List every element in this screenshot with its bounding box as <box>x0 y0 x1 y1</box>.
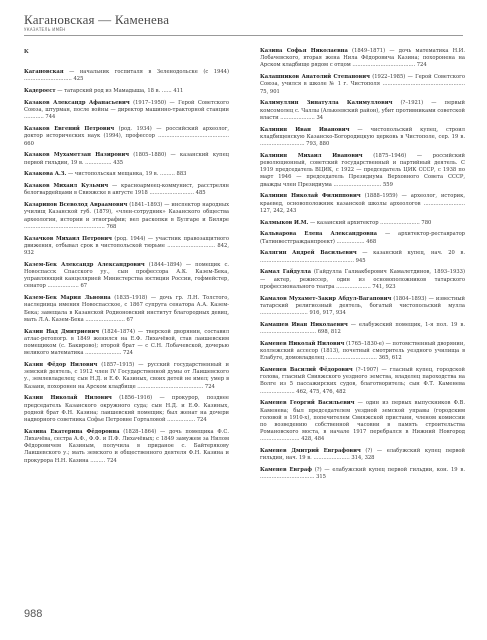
entry-description: (1824–1874) — тверской дворянин, составил атлас-ретопогр. в 1849 женился на Е.Ф. Лихачёвой, став лаишевским помещиком (с. Бакирово); второй брат — с С.Н. Лобачевской, дочерью великого математика ...................... 724 <box>24 328 230 357</box>
entry-description: (1844–1894) — помещик с. Новоспасск Спасского уу., сын профессора А.К. Казем-Бека, управляющий канцелярией Министерства юстиции России, гофмейстер, сенатор ................... 67 <box>24 261 230 290</box>
entry-name: Каменев Василий Фёдорович <box>260 367 353 374</box>
entry-description: — елабужский помещик, 1-я пол. 19 в. .................................. 698, 812 <box>260 321 465 336</box>
entry-description: — чистопольский купец, строил кладбищенскую Казанско-Богородицкую церковь в Чистополе, сер. 19 в. ........................... 793, 880 <box>260 126 465 148</box>
entry-name: Казаков Евгений Петрович <box>24 126 115 133</box>
entry-description: — татарский род из Мамадыша, 18 в. ...... 411 <box>55 88 184 95</box>
index-column-left <box>24 48 229 469</box>
index-entry <box>24 171 229 178</box>
entry-name: Казакова А.З. <box>24 171 67 178</box>
entry-name: Казаков Михаил Кузьмич <box>24 183 109 190</box>
index-entry <box>24 429 229 465</box>
index-entry <box>260 127 465 149</box>
index-entry <box>24 88 229 95</box>
index-entry <box>24 236 229 258</box>
entry-name: Каменев Евграф <box>260 467 312 474</box>
entry-description: (1888–1959) — археолог, историк, краевед, основоположник казанской школы археологов ......................... 127, 242, 243 <box>260 193 465 214</box>
entry-description: — казанский архитектор ........................ 780 <box>308 219 432 226</box>
index-entry <box>260 367 465 396</box>
entry-name: Калинин Михаил Иванович <box>260 152 363 159</box>
index-entry <box>260 74 465 96</box>
running-head: Каганoвская — Каменева <box>24 12 170 27</box>
entry-name: Калмыков И.М. <box>260 219 309 226</box>
index-entry <box>24 362 229 391</box>
header-rule <box>24 35 463 36</box>
entry-description: (1922–1985) — Герой Советского Союза, учился в школе № 1 г. Чистополя .................................................. 75, 901 <box>260 74 465 95</box>
index-entry <box>260 100 465 122</box>
entry-name: Каганoвская <box>24 69 64 76</box>
entry-name: Каменев Николай Нилович <box>260 340 345 347</box>
index-entry <box>260 322 465 336</box>
entry-description: (1835–1918) — дочь гр. Л.Н. Толстого, наследница имения Новоспасское, с 1867 супруга сенатора А.А. Казем-Бека; завещала в Казанской Родионовский институт благородных девиц, мать Л.А. Казем-Бека ........................ 67 <box>24 295 229 323</box>
entry-description: (1765–1830-е) — потомственный дворянин, коллежский ассесор (1813), почетный смотритель уездного училища в Елабуге, домовладелец ............................... 365, 612 <box>260 340 465 362</box>
entry-name: Казаринов Всеволод Авраамович <box>24 202 128 209</box>
index-entry <box>260 341 465 363</box>
entry-description: — казанский купец, нач. 20 в. ......................................................... 945 <box>260 250 465 264</box>
entry-name: Казин Над Дмитриевич <box>24 328 100 335</box>
index-entry <box>24 126 229 148</box>
entry-description: (1804–1893) — известный татарский религиозный деятель, богатый чистопольский мулла ............................. 916, 917, 934 <box>260 295 465 317</box>
entry-name: Каменев Дмитрий Евграфович <box>260 448 361 455</box>
entry-description: (?–1921) — первый комсомолец с. Чаллы (Алькеевский район), убит противниками советской власти ..................... 34 <box>260 100 465 121</box>
index-entry <box>260 193 465 215</box>
entry-name: Казем-Бек Мария Львовна <box>24 295 111 302</box>
index-entry <box>260 400 465 443</box>
index-entry <box>24 202 229 231</box>
index-entry <box>260 296 465 318</box>
entry-description: (1917–1950) — Герой Советского Союза, штурман, после войны — директор машинно-тракторной станции ............ 744 <box>24 100 229 121</box>
index-entry <box>24 69 229 83</box>
entry-name: Камал Гайдулла <box>260 269 311 276</box>
entry-description: (1856–1916) — прокурор, позднее председатель Казанского окружного суда; сын Н.Д. и Е.Ф. Казиных, родной брат Ф.Н. Казина; лаишевский помещик; был женат на дочери надворного советника Софье Петровне Горталовой ................. 724 <box>24 395 229 424</box>
index-entry <box>24 100 229 122</box>
index-entry <box>260 48 465 70</box>
entry-description: (Гайдулла Галиакберович Камалетдинов, 1893–1933) — актер, режиссер, один из основоположников татарского профессионального театра ..................... 741, 923 <box>260 269 466 290</box>
entry-name: Казин Николай Нилович <box>24 395 112 402</box>
page-number: 988 <box>24 608 43 620</box>
index-entry <box>260 250 465 264</box>
index-entry <box>24 183 229 197</box>
entry-description: (?) — елабужский купец первой гильдии, нач. 19 в. ...................... 314, 328 <box>260 448 465 462</box>
index-entry <box>260 467 465 481</box>
index-entry <box>260 269 465 291</box>
entry-description: — один из первых выпускников Ф.В. Каменева; был председателем уездной земской управы (городским головой в 1910-х), попечителем Свияжской пристани, членом комиссии по возведению собственной часовни в память строительства Романовского моста, в начале 1917 перебрался в Нижний Новгород ........................ 428, 484 <box>260 400 465 443</box>
entry-name: Казаков Александр Афанасьевич <box>24 100 130 106</box>
entry-description: (1805–1880) — казанский купец первой гильдии, 19 в. ................ 435 <box>24 152 229 166</box>
index-entry <box>24 395 229 424</box>
index-entry <box>260 220 465 227</box>
entry-description: (1849–1871) — дочь математика Н.И. Лобачевского, вторая жена Нила Фёдоровича Казина; похоронена на Арском кладбище рядом с отцом ...................................... 724 <box>260 48 465 69</box>
section-letter: К <box>24 48 29 55</box>
entry-description: (1875–1946) — российский революционный, советский государственный и партийный деятель. С 1919 председатель ВЦИК, с 1922 — председатель ЦИК СССР, с 1938 по март 1946 — председатель Президиума Верховного Совета СССР, дважды член Президиума ............................. 559 <box>260 152 465 188</box>
entry-name: Камалов Мухамет-Закир Абдул-Вагапович <box>260 295 392 302</box>
entry-description: (1828–1864) — дочь помещика Ф.С. Лихачёва, сестра А.Ф., Ф.Ф. и П.Ф. Лихачёвых; с 1849 замужем за Нилом Фёдоровичем Казиным, получила в приданое с. Байтерякову Лаишевского у.; мать земского и общественного деятеля Ф.Н. Казина и прокурора Н.Н. Казина ......... 724 <box>24 428 229 464</box>
index-entry <box>24 262 229 291</box>
entry-description: — архитектор-реставратор (Татинвестгражданпроект) ................. 468 <box>260 231 466 245</box>
entry-name: Казина Софья Николаевна <box>260 48 348 54</box>
entry-name: Кадероест <box>24 88 56 95</box>
index-entry <box>24 152 229 166</box>
index-entry <box>260 448 465 462</box>
entry-name: Калимуллин Зинатулла Калимуллович <box>260 100 393 107</box>
entry-description: (род. 1934) — российский археолог, доктор исторических наук (1994), профессор ........................................... 660 <box>24 126 229 147</box>
entry-name: Кальварова Елена Александровна <box>260 231 378 238</box>
entry-description: — начальник госпиталя в Зеленодольске (с 1944) ............................. 425 <box>24 69 229 83</box>
entry-name: Калягин Андрей Васильевич <box>260 250 357 257</box>
index-subhead: УКАЗАТЕЛЬ ИМЁН <box>24 27 66 32</box>
entry-description: (?–1907) — гласный купец, городской голова, гласный Свияжского уездного земства, владелец пароходства на Волге из 5 пассажирских судов, благотворитель; сын Ф.Т. Каменева ..................... 462, 475, 476, 482 <box>260 367 465 395</box>
entry-description: (1857–1915) — русский государственный и земский деятель, с 1912 член IV Государственной думы от Лаишевского у., землевладелец; сын Н.Д. и Е.Ф. Казиных, своих детей не имел; умер в Казани, похоронен на Арском кладбище ........................................ 724 <box>24 362 229 390</box>
entry-name: Казаков Мухаметзан Назирович <box>24 152 130 159</box>
entry-description: (род. 1944) — участник правозащитного движения, отбывал срок в чистопольской тюрьме ............................. 842, 932 <box>24 235 229 257</box>
entry-name: Каменев Георгий Васильевич <box>260 400 355 407</box>
entry-name: Камашев Иван Николаевич <box>260 321 348 328</box>
index-entry <box>24 295 229 324</box>
entry-name: Казина Екатерина Фёдоровна <box>24 428 120 435</box>
index-entry <box>24 329 229 358</box>
entry-name: Казем-Бек Александр Александрович <box>24 261 145 268</box>
index-entry <box>260 153 465 189</box>
entry-description: (1841–1893) — инспектор народных училищ Казанской губ. (1879), «член-сотрудник» Казанского общества археологии, истории и этнографии; вел раскопки в Булгаре и Биляре ................................................. 768 <box>24 202 230 230</box>
entry-description: (?) — елабужский купец первой гильдии, кон. 19 в. ................................. 315 <box>260 467 465 481</box>
entry-name: Казачков Михаил Петрович <box>24 235 112 242</box>
entry-name: Казин Фёдор Нилович <box>24 362 98 369</box>
entry-name: Калинин Иван Иванович <box>260 126 350 133</box>
index-entry <box>260 231 465 245</box>
entry-name: Калашников Анатолий Степанович <box>260 74 370 81</box>
entry-name: Калинин Николай Филиппович <box>260 193 361 200</box>
index-column-right <box>260 48 465 486</box>
entry-description: — чистопольская мещанка, 19 в. ......... 883 <box>66 171 187 178</box>
entry-description: — красноармеец-коммунист, расстрелян белогвардейцами в Свияжске в августе 1918 ........................... 485 <box>24 183 230 197</box>
